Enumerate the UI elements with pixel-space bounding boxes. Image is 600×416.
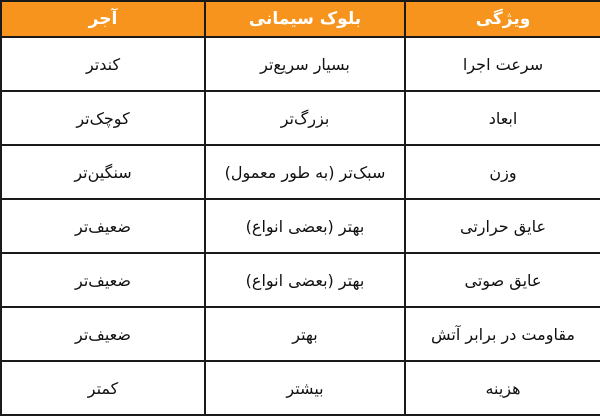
brick-cell: کمتر — [1, 361, 205, 415]
cement-block-cell: بیشتر — [205, 361, 405, 415]
header-feature: ویژگی — [405, 1, 600, 37]
table-row — [1, 361, 600, 415]
feature-cell: ابعاد — [405, 91, 600, 145]
cement-block-cell: سبک‌تر (به طور معمول) — [205, 145, 405, 199]
feature-cell: مقاومت در برابر آتش — [405, 307, 600, 361]
cement-block-cell: بسیار سریع‌تر — [205, 37, 405, 91]
table-body — [1, 37, 600, 415]
table-header — [1, 1, 600, 37]
brick-cell: کوچک‌تر — [1, 91, 205, 145]
table-row — [1, 37, 600, 91]
cement-block-cell: بزرگ‌تر — [205, 91, 405, 145]
cement-block-cell: بهتر (بعضی انواع) — [205, 253, 405, 307]
table-row — [1, 91, 600, 145]
feature-cell: عایق صوتی — [405, 253, 600, 307]
table-row — [1, 307, 600, 361]
feature-cell: وزن — [405, 145, 600, 199]
brick-cell: کندتر — [1, 37, 205, 91]
table-row — [1, 199, 600, 253]
header-row — [1, 1, 600, 37]
header-cement-block: بلوک سیمانی — [205, 1, 405, 37]
cement-block-cell: بهتر — [205, 307, 405, 361]
feature-cell: عایق حرارتی — [405, 199, 600, 253]
table-row — [1, 253, 600, 307]
header-brick: آجر — [1, 1, 205, 37]
cement-block-cell: بهتر (بعضی انواع) — [205, 199, 405, 253]
feature-cell: هزینه — [405, 361, 600, 415]
feature-cell: سرعت اجرا — [405, 37, 600, 91]
brick-cell: سنگین‌تر — [1, 145, 205, 199]
table-row — [1, 145, 600, 199]
brick-cell: ضعیف‌تر — [1, 253, 205, 307]
brick-cell: ضعیف‌تر — [1, 307, 205, 361]
brick-cell: ضعیف‌تر — [1, 199, 205, 253]
